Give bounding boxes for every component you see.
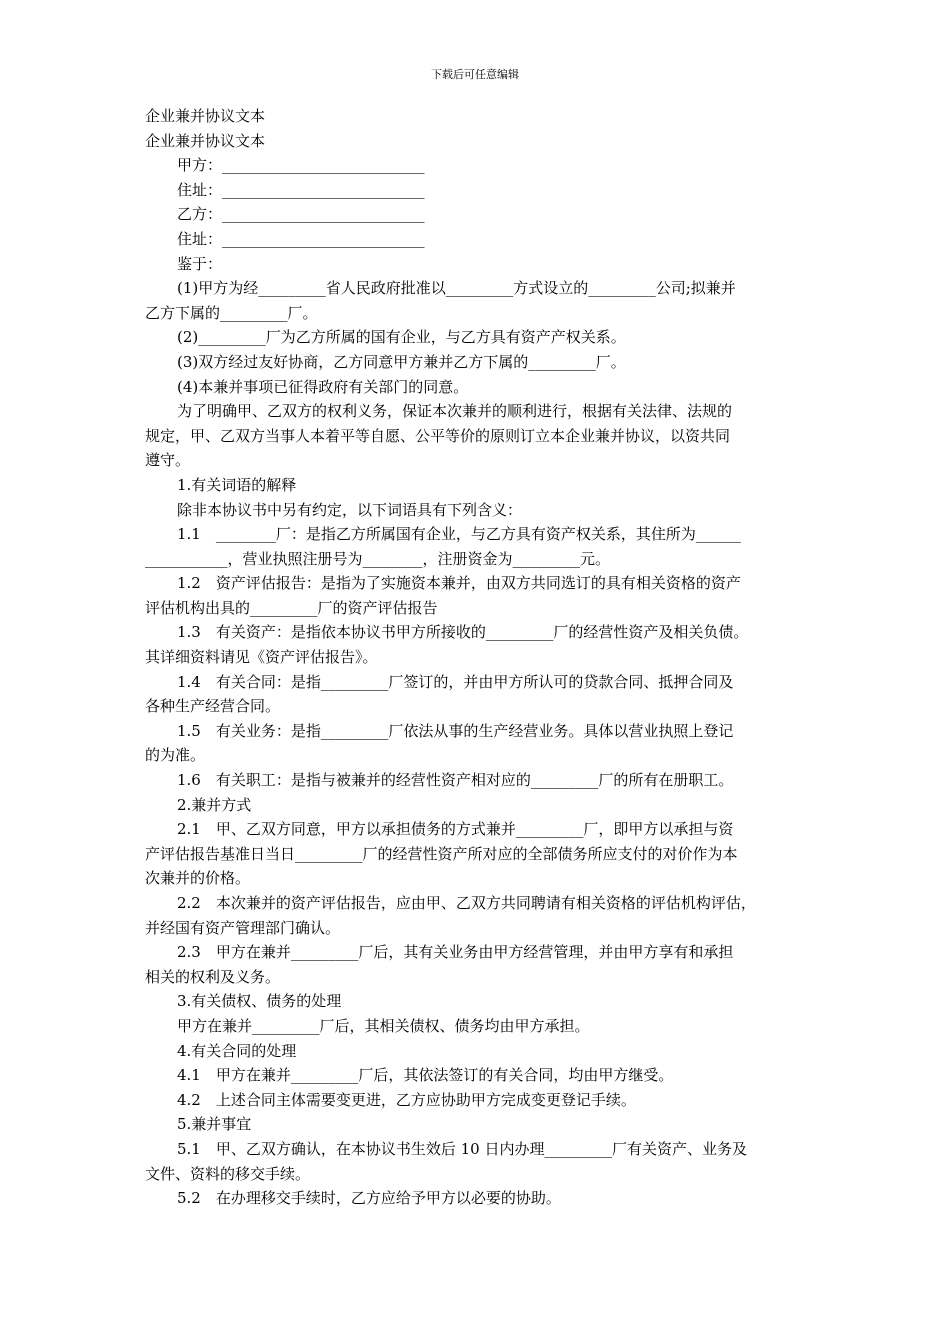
document-line: 并经国有资产管理部门确认。: [145, 918, 341, 937]
document-line: 产评估报告基准日当日_________厂的经营性资产所对应的全部债务所应支付的对价作为本: [145, 844, 738, 863]
document-line: 1.5 有关业务：是指_________厂依法从事的生产经营业务。具体以营业执照上登记: [177, 721, 734, 740]
document-line: 住址：___________________________: [177, 229, 425, 248]
document-line: 1.3 有关资产：是指依本协议书甲方所接收的_________厂的经营性资产及相关负债。: [177, 623, 749, 642]
document-line: 评估机构出具的_________厂的资产评估报告: [145, 598, 438, 617]
document-line: 各种生产经营合同。: [145, 697, 281, 716]
document-line: 2.2 本次兼并的资产评估报告，应由甲、乙双方共同聘请有相关资格的评估机构评估，: [177, 894, 756, 912]
document-line: 企业兼并协议文本: [145, 107, 266, 125]
document-line: 的为准。: [145, 746, 206, 765]
document-line: 1.4 有关合同：是指_________厂签订的，并由甲方所认可的贷款合同、抵押合同及: [177, 672, 734, 691]
document-line: 3.有关债权、债务的处理: [177, 992, 342, 1011]
document-line: 除非本协议书中另有约定，以下词语具有下列含义：: [177, 500, 523, 519]
document-line: (4)本兼并事项已征得政府有关部门的同意。: [177, 377, 469, 396]
document-line: 5.1 甲、乙双方确认，在本协议书生效后 10 日内办理_________厂有关资产、业务及: [177, 1139, 747, 1158]
document-line: 1.1 ________厂：是指乙方所属国有企业，与乙方具有资产权关系，其住所为______: [177, 525, 741, 544]
document-line: 文件、资料的移交手续。: [145, 1164, 311, 1183]
document-line: 2.3 甲方在兼并_________厂后，其有关业务由甲方经营管理，并由甲方享有和承担: [177, 943, 734, 962]
document-line: 遵守。: [145, 451, 191, 470]
document-line: 5.2 在办理移交手续时，乙方应给予甲方以必要的协助。: [177, 1189, 561, 1208]
document-line: 2.1 甲、乙双方同意，甲方以承担债务的方式兼并_________厂，即甲方以承担与资: [177, 820, 734, 839]
document-line: (1)甲方为经_________省人民政府批准以_________方式设立的_________公司;拟兼并: [177, 279, 736, 298]
document-line: (3)双方经过友好协商，乙方同意甲方兼并乙方下属的_________厂。: [177, 352, 626, 371]
document-line: 次兼并的价格。: [145, 869, 251, 888]
document-line: 甲方在兼并_________厂后，其相关债权、债务均由甲方承担。: [177, 1016, 590, 1035]
document-body: [145, 104, 810, 1211]
document-line: 1.有关词语的解释: [177, 475, 297, 494]
document-line: ___________，营业执照注册号为________，注册资金为_________元。: [145, 549, 611, 568]
document-line: 鉴于：: [177, 254, 223, 273]
page-header: 下载后可任意编辑: [431, 68, 519, 81]
document-line: 甲方：___________________________: [177, 156, 425, 175]
document-line: (2)_________厂为乙方所属的国有企业，与乙方具有资产产权关系。: [177, 328, 626, 347]
document-line: 4.2 上述合同主体需要变更进，乙方应协助甲方完成变更登记手续。: [177, 1090, 636, 1109]
document-line: 2.兼并方式: [177, 795, 252, 814]
document-line: 4.有关合同的处理: [177, 1041, 297, 1060]
document-line: 乙方下属的_________厂。: [145, 303, 318, 322]
document-line: 1.6 有关职工：是指与被兼并的经营性资产相对应的_________厂的所有在册职工。: [177, 771, 734, 790]
document-line: 企业兼并协议文本: [145, 131, 266, 150]
document-line: 为了明确甲、乙双方的权利义务，保证本次兼并的顺利进行，根据有关法律、法规的: [177, 402, 733, 421]
document-line: 1.2 资产评估报告：是指为了实施资本兼并，由双方共同选订的具有相关资格的资产: [177, 574, 741, 593]
document-line: 5.兼并事宜: [177, 1115, 252, 1134]
document-line: 乙方：___________________________: [177, 205, 425, 224]
document-line: 4.1 甲方在兼并_________厂后，其依法签订的有关合同，均由甲方继受。: [177, 1066, 674, 1085]
document-line: 其详细资料请见《资产评估报告》。: [145, 648, 378, 667]
document-line: 相关的权利及义务。: [145, 967, 281, 986]
document-line: 规定，甲、乙双方当事人本着平等自愿、公平等价的原则订立本企业兼并协议，以资共同: [145, 426, 731, 445]
document-line: 住址：___________________________: [177, 180, 425, 199]
